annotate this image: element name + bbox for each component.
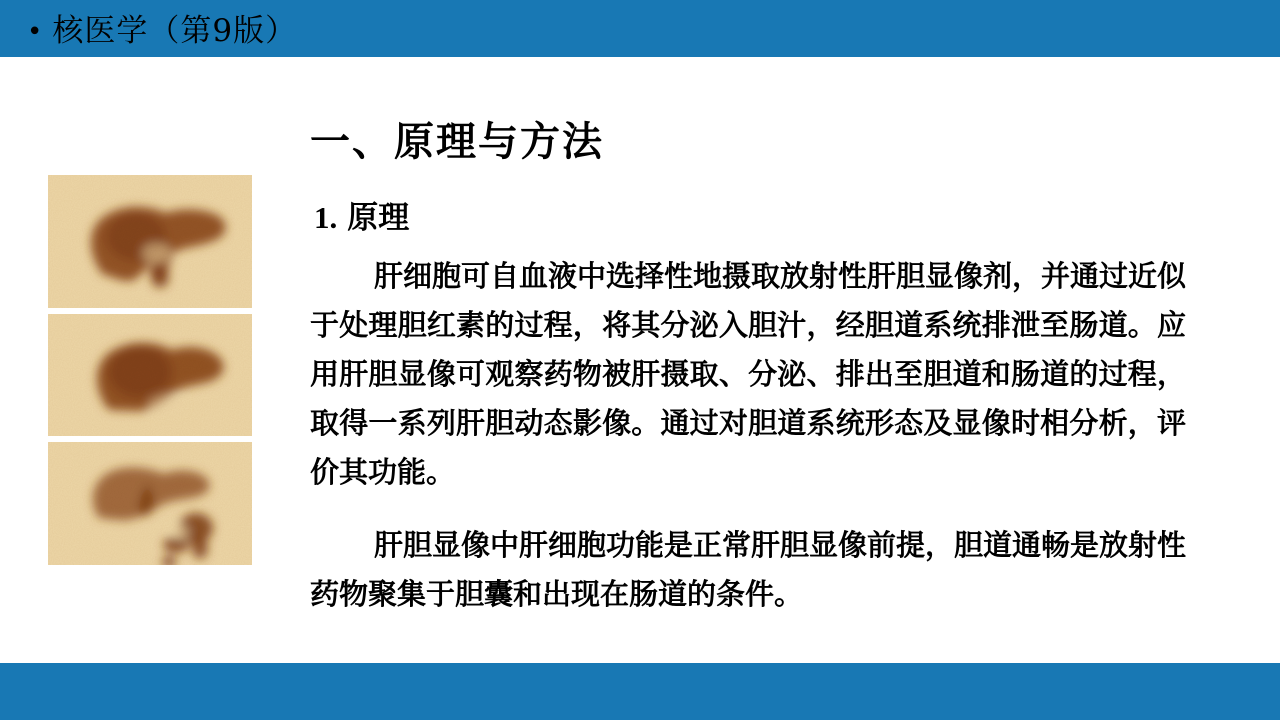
section-title: 一、原理与方法	[310, 120, 604, 164]
slide-header-bar	[0, 0, 1280, 57]
subsection-title	[314, 198, 1186, 237]
subsection-label: 原理	[347, 200, 410, 235]
book-title: 核医学（第9版）	[52, 13, 298, 49]
slide-footer-bar	[0, 663, 1280, 720]
text-column	[310, 118, 1186, 620]
scan-image-column	[48, 175, 252, 571]
paragraph-principle: 肝细胞可自血液中选择性地摄取放射性肝胆显像剂，并通过近似于处理胆红素的过程，将其分泌入胆汁，经胆道系统排泄至肠道。应用肝胆显像可观察药物被肝摄取、分泌、排出至胆道和肠道的过程，取得一系列肝胆动态影像。通过对胆道系统形态及显像时相分析，评价其功能。	[310, 261, 1187, 489]
bullet-icon: •	[27, 16, 43, 47]
hepatobiliary-scan-image-2	[48, 314, 252, 436]
hepatobiliary-scan-image-1	[48, 175, 252, 308]
paragraph-condition: 肝胆显像中肝细胞功能是正常肝胆显像前提，胆道通畅是放射性药物聚集于胆囊和出现在肠道的条件。	[310, 530, 1187, 611]
hepatobiliary-scan-image-3	[48, 442, 252, 565]
subsection-number: 1.	[314, 200, 338, 235]
